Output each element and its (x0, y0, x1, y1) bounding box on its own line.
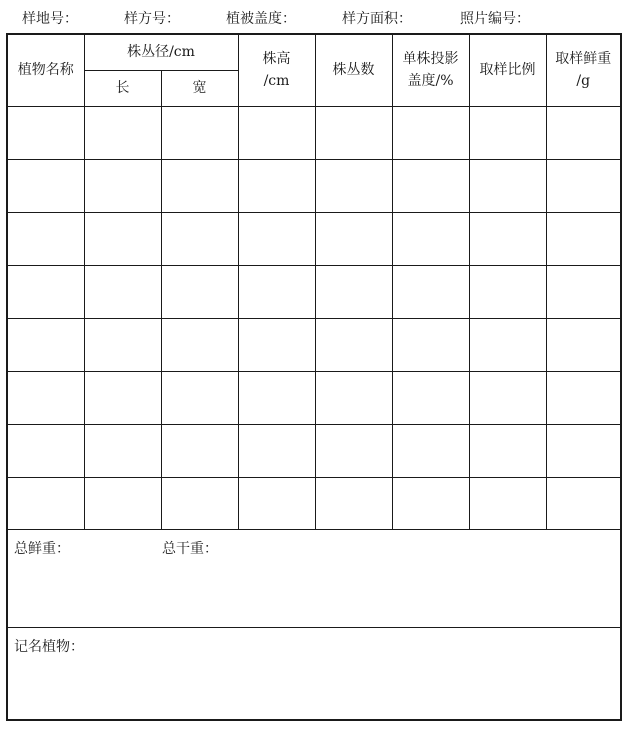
quadrat-number-label: 样方号： (124, 11, 180, 27)
fresh-weight-cell[interactable] (546, 159, 620, 212)
length-cell[interactable] (84, 159, 161, 212)
clump-count-cell[interactable] (315, 477, 392, 529)
quadrat-area-label: 样方面积： (342, 11, 412, 27)
clump-count-cell[interactable] (315, 159, 392, 212)
length-cell[interactable] (84, 212, 161, 265)
clump-count-cell[interactable] (315, 212, 392, 265)
projection-cover-cell[interactable] (392, 265, 469, 318)
length-cell[interactable] (84, 265, 161, 318)
clump-count-cell[interactable] (315, 424, 392, 477)
fresh-weight-cell[interactable] (546, 424, 620, 477)
table-row (8, 318, 620, 371)
fresh-weight-cell[interactable] (546, 106, 620, 159)
projection-cover-cell[interactable] (392, 212, 469, 265)
plant-name-cell[interactable] (8, 106, 84, 159)
col-header-sample-fresh-weight: 取样鲜重 /g (546, 35, 620, 106)
width-cell[interactable] (161, 371, 238, 424)
plant-height-cell[interactable] (238, 477, 315, 529)
projection-cover-cell[interactable] (392, 106, 469, 159)
photo-number-label: 照片编号： (460, 11, 530, 27)
clump-count-cell[interactable] (315, 318, 392, 371)
plant-name-cell[interactable] (8, 265, 84, 318)
projection-cover-cell[interactable] (392, 477, 469, 529)
width-cell[interactable] (161, 159, 238, 212)
table-row (8, 212, 620, 265)
totals-section (8, 529, 620, 627)
width-cell[interactable] (161, 477, 238, 529)
projection-cover-cell[interactable] (392, 318, 469, 371)
fresh-weight-cell[interactable] (546, 318, 620, 371)
width-cell[interactable] (161, 212, 238, 265)
total-fresh-weight-label: 总鲜重： (14, 541, 70, 557)
fresh-weight-cell[interactable] (546, 371, 620, 424)
fresh-weight-cell[interactable] (546, 212, 620, 265)
width-cell[interactable] (161, 424, 238, 477)
recorded-plants-label: 记名植物： (14, 639, 84, 655)
plant-height-cell[interactable] (238, 159, 315, 212)
sampling-ratio-cell[interactable] (469, 106, 546, 159)
sampling-ratio-cell[interactable] (469, 424, 546, 477)
survey-form (6, 33, 622, 721)
plant-name-cell[interactable] (8, 424, 84, 477)
table-row (8, 159, 620, 212)
projection-cover-cell[interactable] (392, 424, 469, 477)
width-cell[interactable] (161, 106, 238, 159)
table-row (8, 106, 620, 159)
projection-cover-cell[interactable] (392, 371, 469, 424)
sampling-ratio-cell[interactable] (469, 318, 546, 371)
total-dry-weight-label: 总干重： (162, 541, 218, 557)
plant-height-cell[interactable] (238, 371, 315, 424)
sampling-ratio-cell[interactable] (469, 477, 546, 529)
sampling-ratio-cell[interactable] (469, 212, 546, 265)
plant-height-cell[interactable] (238, 424, 315, 477)
vegetation-cover-label: 植被盖度： (226, 11, 296, 27)
col-header-sampling-ratio: 取样比例 (469, 35, 546, 106)
projection-cover-cell[interactable] (392, 159, 469, 212)
col-header-clump-count: 株丛数 (315, 35, 392, 106)
col-header-plant-name: 植物名称 (8, 35, 84, 106)
plant-name-cell[interactable] (8, 212, 84, 265)
plant-name-cell[interactable] (8, 477, 84, 529)
clump-count-cell[interactable] (315, 371, 392, 424)
plant-height-cell[interactable] (238, 106, 315, 159)
fresh-weight-cell[interactable] (546, 265, 620, 318)
table-row (8, 265, 620, 318)
plant-name-cell[interactable] (8, 371, 84, 424)
sampling-ratio-cell[interactable] (469, 265, 546, 318)
length-cell[interactable] (84, 424, 161, 477)
clump-count-cell[interactable] (315, 106, 392, 159)
length-cell[interactable] (84, 106, 161, 159)
table-row (8, 371, 620, 424)
length-cell[interactable] (84, 371, 161, 424)
sampling-ratio-cell[interactable] (469, 371, 546, 424)
width-cell[interactable] (161, 265, 238, 318)
length-cell[interactable] (84, 318, 161, 371)
table-row (8, 477, 620, 529)
sample-info-row (0, 6, 630, 28)
table-row (8, 424, 620, 477)
col-header-single-projection-cover: 单株投影 盖度/% (392, 35, 469, 106)
length-cell[interactable] (84, 477, 161, 529)
sampling-ratio-cell[interactable] (469, 159, 546, 212)
plant-name-cell[interactable] (8, 318, 84, 371)
plant-height-cell[interactable] (238, 318, 315, 371)
fresh-weight-cell[interactable] (546, 477, 620, 529)
plant-height-cell[interactable] (238, 265, 315, 318)
col-header-width: 宽 (161, 70, 238, 106)
plant-name-cell[interactable] (8, 159, 84, 212)
clump-count-cell[interactable] (315, 265, 392, 318)
col-header-clump-diameter: 株丛径/cm (84, 35, 238, 70)
width-cell[interactable] (161, 318, 238, 371)
col-header-plant-height: 株高 /cm (238, 35, 315, 106)
plant-height-cell[interactable] (238, 212, 315, 265)
survey-table (8, 35, 620, 530)
col-header-length: 长 (84, 70, 161, 106)
recorded-plants-section (8, 627, 620, 719)
plot-number-label: 样地号： (22, 11, 78, 27)
